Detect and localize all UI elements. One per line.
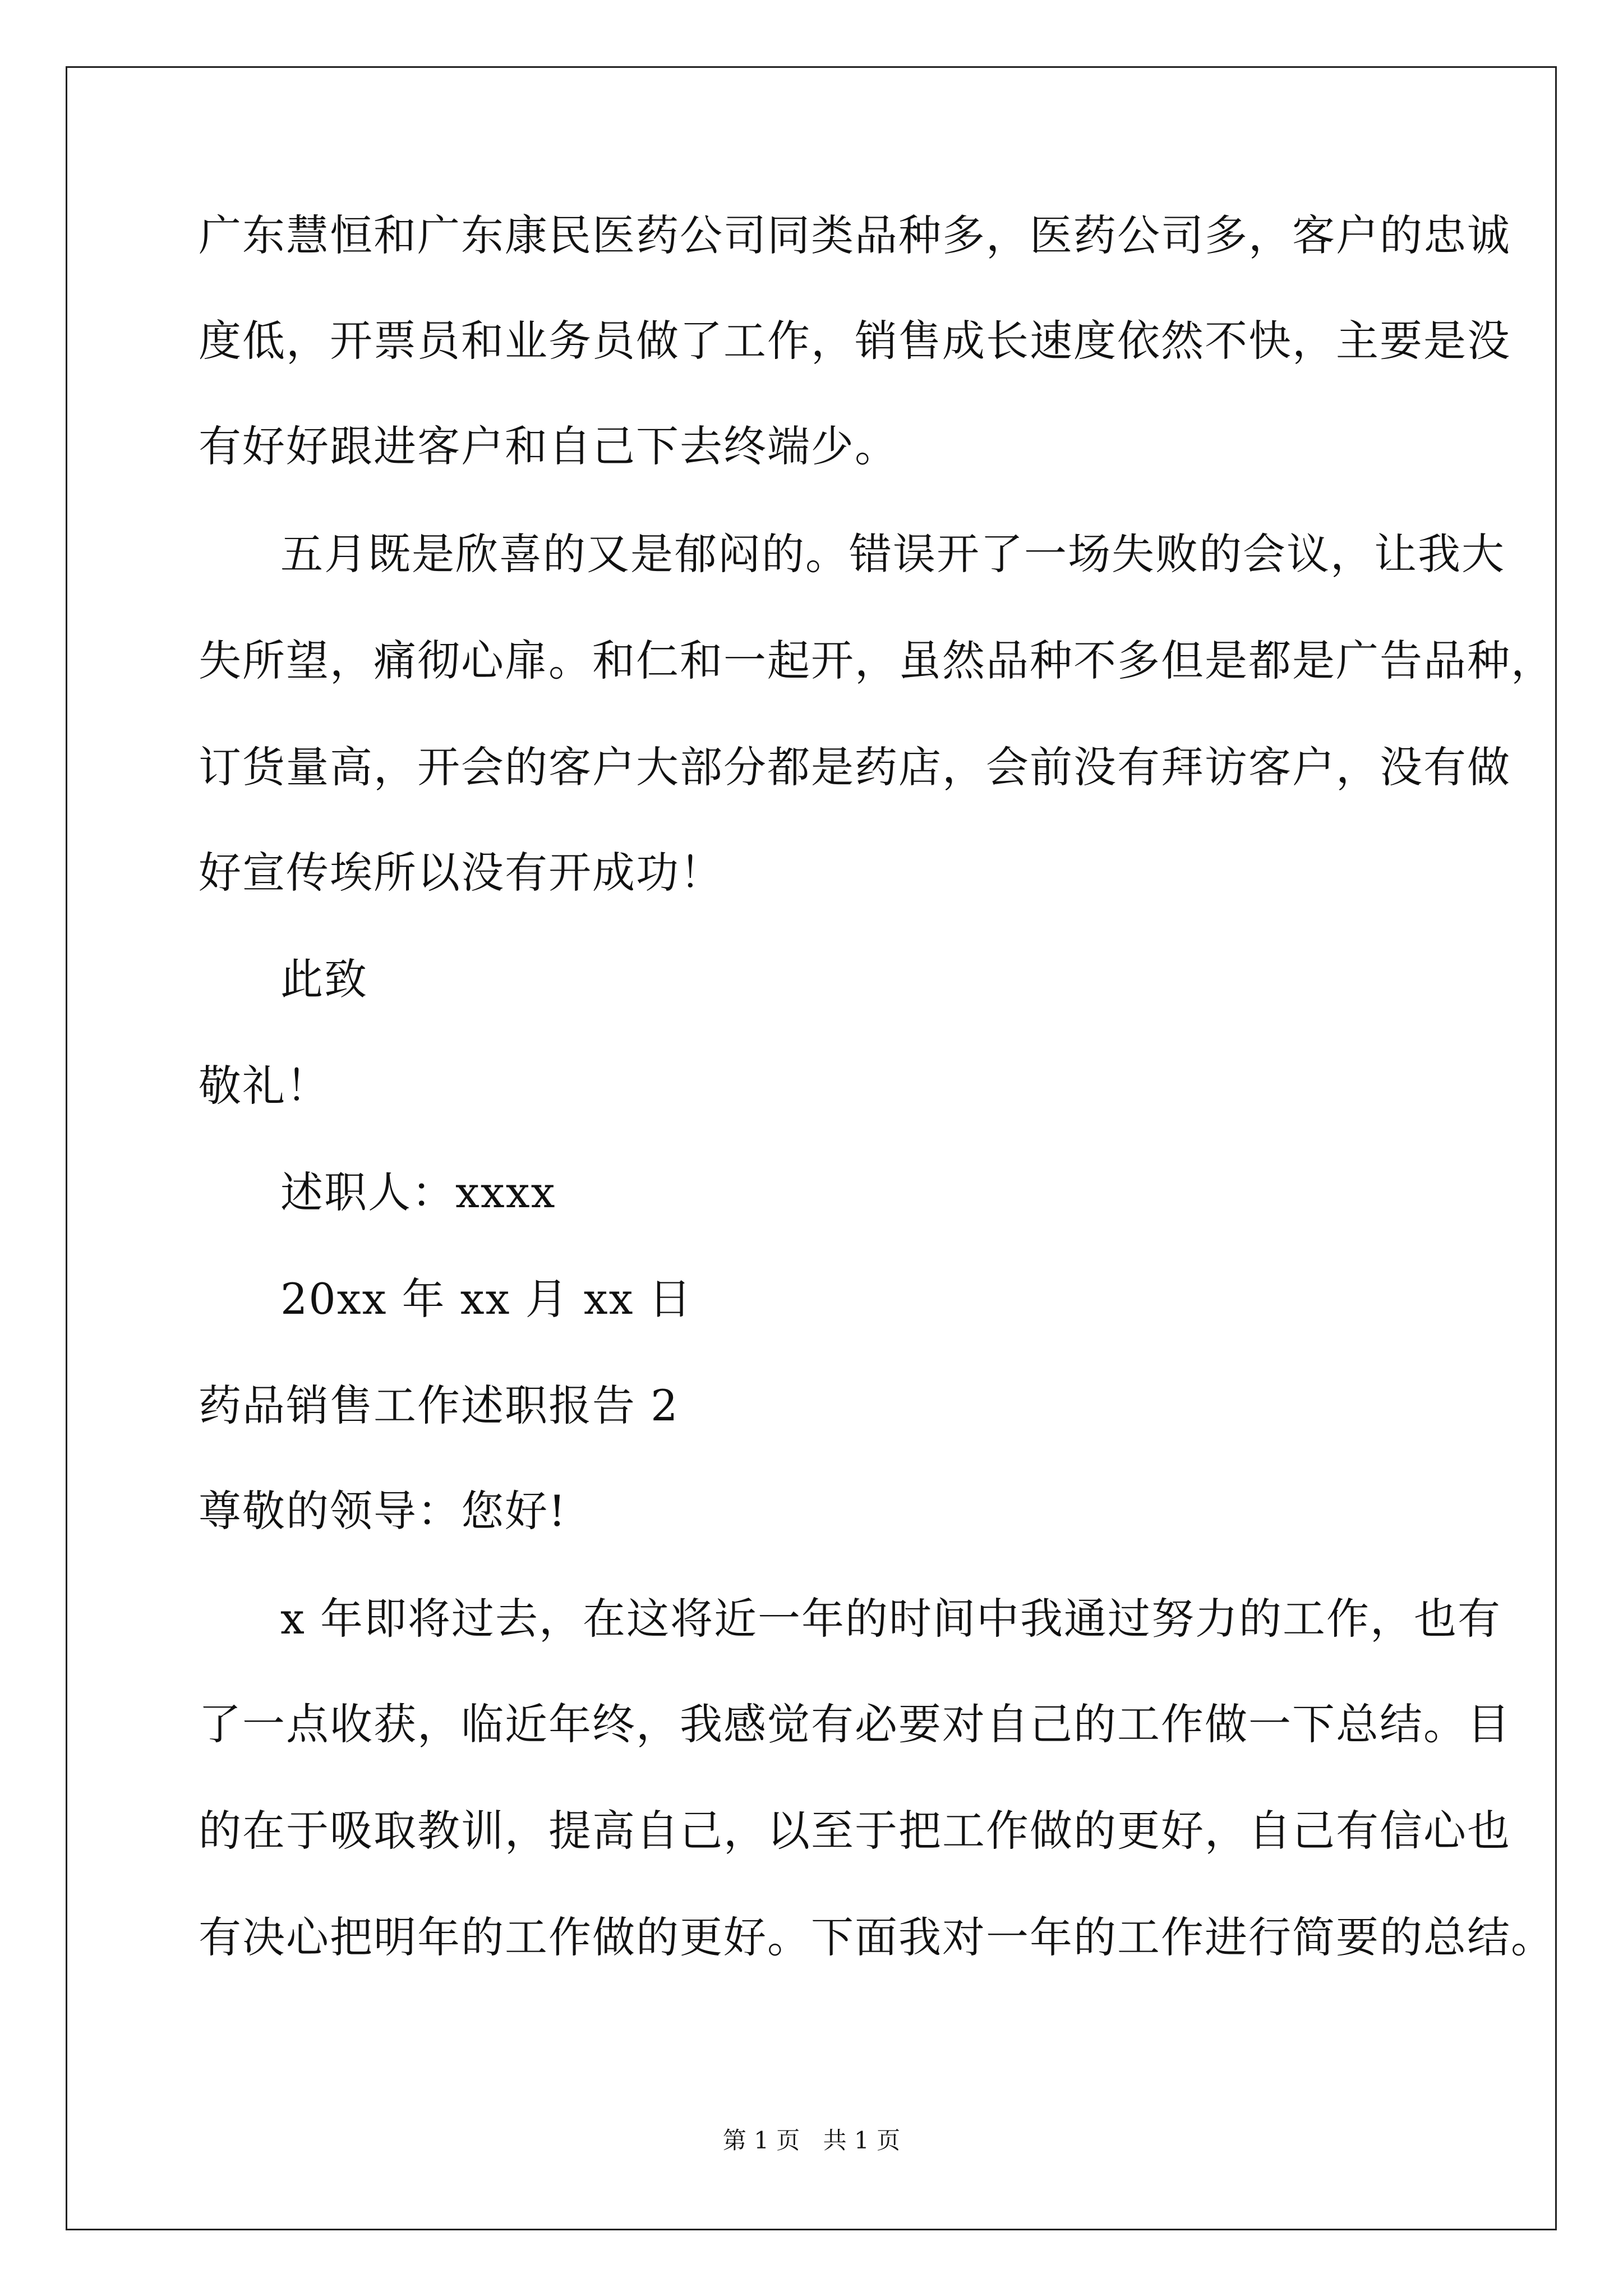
paragraph-line: 有好好跟进客户和自己下去终端少。 [199, 421, 898, 471]
section-title: 药品销售工作述职报告 2 [199, 1381, 679, 1430]
paragraph-line: 的在于吸取教训，提高自己，以至于把工作做的更好，自己有信心也 [199, 1806, 1511, 1856]
paragraph-line: x 年即将过去，在这将近一年的时间中我通过努力的工作，也有 [280, 1594, 1502, 1644]
date-line: 20xx 年 xx 月 xx 日 [280, 1274, 693, 1324]
greeting-line: 尊敬的领导：您好! [199, 1486, 567, 1536]
paragraph-line: 广东慧恒和广东康民医药公司同类品种多，医药公司多，客户的忠诚 [199, 210, 1511, 260]
closing-salutation: 此致 [280, 954, 368, 1004]
paragraph-line: 订货量高，开会的客户大部分都是药店，会前没有拜访客户，没有做 [199, 742, 1511, 792]
page-total: 共 1 页 [823, 2127, 901, 2154]
paragraph-line: 失所望，痛彻心扉。和仁和一起开，虽然品种不多但是都是广告品种， [199, 636, 1555, 685]
paragraph-line: 五月既是欣喜的又是郁闷的。错误开了一场失败的会议，让我大 [280, 529, 1505, 579]
paragraph-line: 好宣传埃所以没有开成功！ [199, 848, 723, 898]
paragraph-line: 有决心把明年的工作做的更好。下面我对一年的工作进行简要的总结。 [199, 1912, 1555, 1962]
closing-regards: 敬礼！ [199, 1061, 330, 1111]
page-footer [0, 2124, 1623, 2157]
paragraph-line: 度低，开票员和业务员做了工作，销售成长速度依然不快，主要是没 [199, 316, 1511, 366]
paragraph-line: 了一点收获，临近年终，我感觉有必要对自己的工作做一下总结。目 [199, 1699, 1511, 1749]
page-number: 第 1 页 [722, 2127, 800, 2154]
page-border [66, 66, 1557, 2230]
signature-line: 述职人：xxxx [280, 1167, 556, 1217]
